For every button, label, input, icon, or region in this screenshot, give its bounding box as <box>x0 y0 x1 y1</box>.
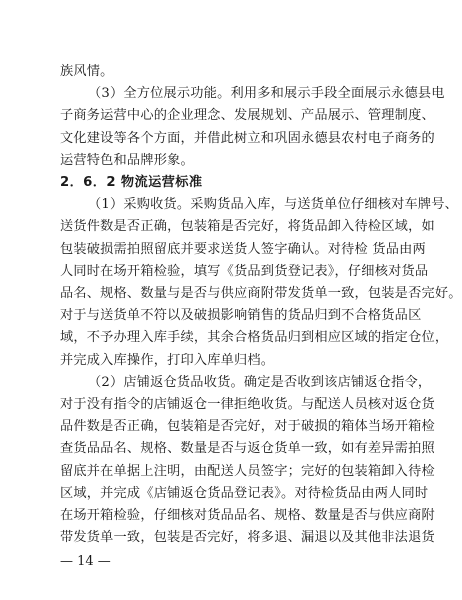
paragraph-line: 品名、规格、数量与是否与供应商附带发货单一致，包装是否完好。 <box>60 286 462 301</box>
paragraph-line: 对于与送货单不符以及破损影响销售的货品归到不合格货品区 <box>60 308 422 324</box>
paragraph-line: 子商务运营中心的企业理念、发展规划、产品展示、管理制度、 <box>60 108 435 124</box>
paragraph-line: 运营特色和品牌形象。 <box>60 152 194 168</box>
page-number: — 14 — <box>60 554 111 569</box>
paragraph-line: 留底并在单据上注明，由配送人员签字；完好的包装箱卸入待检 <box>60 463 435 479</box>
paragraph-line: 带发货单一致，包装是否完好，将多退、漏退以及其他非法退货 <box>60 530 435 546</box>
paragraph-line: 查货品品名、规格、数量是否与返仓货单一致，如有差异需拍照 <box>60 441 435 457</box>
paragraph-line: 送货件数是否正确，包装箱是否完好，将货品卸入待检区域，如 <box>60 219 435 235</box>
paragraph-line: 人同时在场开箱检验，填写《货品到货登记表》，仔细核对货品 <box>60 263 429 279</box>
paragraph-line: 域，不予办理入库手续，其余合格货品归到相应区域的指定仓位， <box>60 330 449 346</box>
paragraph-line: 并完成入库操作，打印入库单归档。 <box>60 352 275 368</box>
paragraph-line: （2）店铺返仓货品收货。确定是否收到该店铺返仓指令， <box>88 374 432 390</box>
paragraph-line: （3）全方位展示功能。利用多和展示手段全面展示永德县电 <box>88 86 445 102</box>
section-heading: 2．6．2 物流运营标准 <box>60 175 203 190</box>
paragraph-line: 对于没有指令的店铺返仓一律拒绝收货。与配送人员核对返仓货 <box>60 397 435 412</box>
paragraph-line: 包装破损需拍照留底并要求送货人签字确认。对待检 货品由两 <box>60 241 426 257</box>
paragraph-line: 在场开箱检验，仔细核对货品品名、规格、数量是否与供应商附 <box>60 508 435 523</box>
paragraph-line: 族风情。 <box>60 64 114 79</box>
paragraph-line: 区域，并完成《店铺返仓货品登记表》。对待检货品由两人同时 <box>60 485 429 501</box>
paragraph-line: 品件数是否正确，包装箱是否完好，对于破损的箱体当场开箱检 <box>60 419 435 435</box>
paragraph-line: （1）采购收货。采购货品入库，与送货单位仔细核对车牌号、 <box>88 197 459 213</box>
paragraph-line: 文化建设等各个方面，并借此树立和巩固永德县农村电子商务的 <box>60 130 435 146</box>
